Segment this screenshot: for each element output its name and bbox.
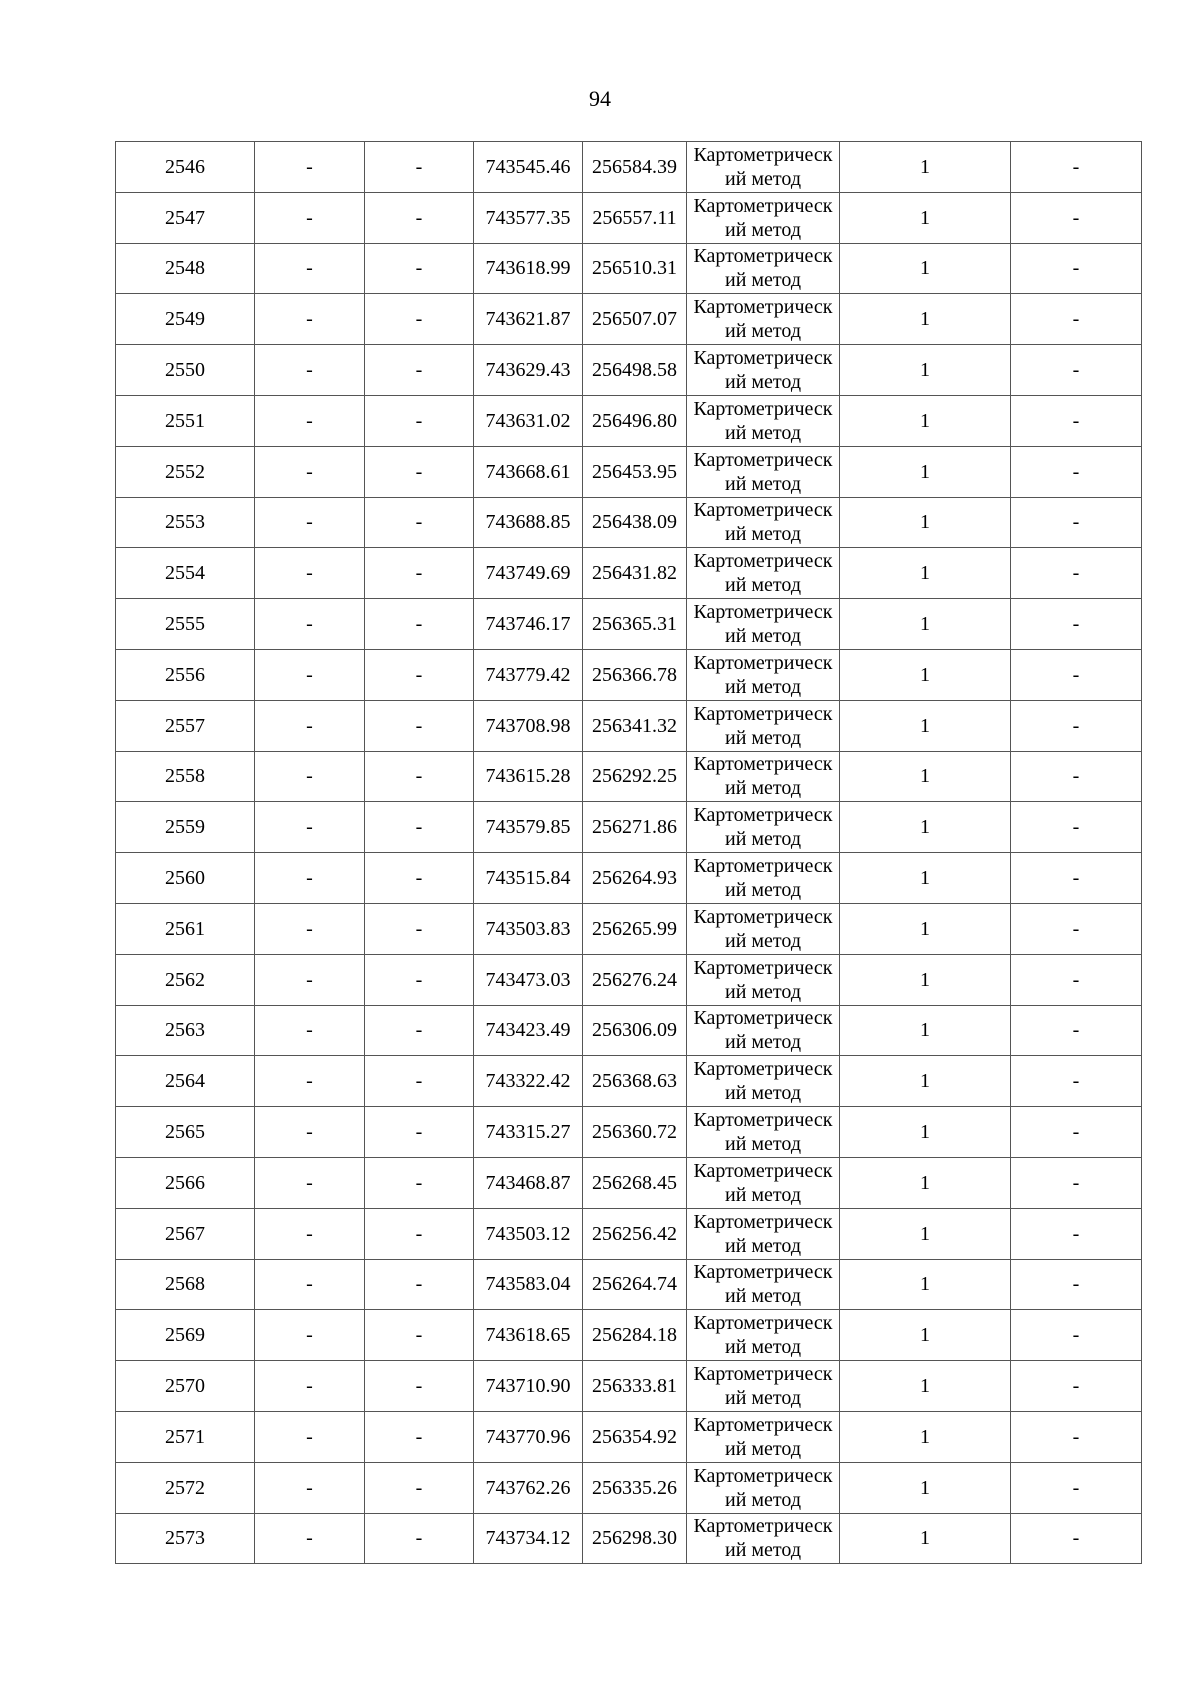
empty-value-cell: -	[255, 751, 365, 802]
x-coordinate-cell: 743618.99	[474, 243, 583, 294]
accuracy-cell: 1	[840, 497, 1011, 548]
table-row	[116, 1005, 1142, 1056]
x-coordinate-cell: 743734.12	[474, 1513, 583, 1564]
empty-value-cell: -	[1011, 294, 1142, 345]
empty-value-cell: -	[365, 700, 474, 751]
x-coordinate-cell: 743621.87	[474, 294, 583, 345]
empty-value-cell: -	[365, 1361, 474, 1412]
accuracy-cell: 1	[840, 345, 1011, 396]
empty-value-cell: -	[365, 853, 474, 904]
method-cell: Картометрический метод	[687, 700, 840, 751]
method-cell: Картометрический метод	[687, 1310, 840, 1361]
point-number-cell: 2566	[116, 1157, 255, 1208]
empty-value-cell: -	[365, 142, 474, 193]
empty-value-cell: -	[255, 1462, 365, 1513]
y-coordinate-cell: 256306.09	[583, 1005, 687, 1056]
method-cell: Картометрический метод	[687, 1107, 840, 1158]
table-row	[116, 548, 1142, 599]
y-coordinate-cell: 256292.25	[583, 751, 687, 802]
y-coordinate-cell: 256265.99	[583, 903, 687, 954]
accuracy-cell: 1	[840, 1005, 1011, 1056]
accuracy-cell: 1	[840, 192, 1011, 243]
accuracy-cell: 1	[840, 649, 1011, 700]
method-cell: Картометрический метод	[687, 1056, 840, 1107]
accuracy-cell: 1	[840, 903, 1011, 954]
point-number-cell: 2571	[116, 1411, 255, 1462]
y-coordinate-cell: 256557.11	[583, 192, 687, 243]
empty-value-cell: -	[255, 700, 365, 751]
accuracy-cell: 1	[840, 1462, 1011, 1513]
x-coordinate-cell: 743629.43	[474, 345, 583, 396]
method-cell: Картометрический метод	[687, 954, 840, 1005]
empty-value-cell: -	[365, 1107, 474, 1158]
x-coordinate-cell: 743579.85	[474, 802, 583, 853]
table-row	[116, 1411, 1142, 1462]
empty-value-cell: -	[255, 294, 365, 345]
method-cell: Картометрический метод	[687, 243, 840, 294]
y-coordinate-cell: 256264.93	[583, 853, 687, 904]
method-cell: Картометрический метод	[687, 649, 840, 700]
y-coordinate-cell: 256510.31	[583, 243, 687, 294]
table-row	[116, 649, 1142, 700]
y-coordinate-cell: 256453.95	[583, 446, 687, 497]
y-coordinate-cell: 256438.09	[583, 497, 687, 548]
empty-value-cell: -	[1011, 142, 1142, 193]
empty-value-cell: -	[1011, 192, 1142, 243]
empty-value-cell: -	[1011, 395, 1142, 446]
accuracy-cell: 1	[840, 548, 1011, 599]
method-cell: Картометрический метод	[687, 548, 840, 599]
empty-value-cell: -	[365, 903, 474, 954]
point-number-cell: 2547	[116, 192, 255, 243]
x-coordinate-cell: 743515.84	[474, 853, 583, 904]
empty-value-cell: -	[365, 497, 474, 548]
point-number-cell: 2568	[116, 1259, 255, 1310]
method-cell: Картометрический метод	[687, 345, 840, 396]
method-cell: Картометрический метод	[687, 853, 840, 904]
x-coordinate-cell: 743749.69	[474, 548, 583, 599]
accuracy-cell: 1	[840, 446, 1011, 497]
x-coordinate-cell: 743618.65	[474, 1310, 583, 1361]
accuracy-cell: 1	[840, 395, 1011, 446]
y-coordinate-cell: 256284.18	[583, 1310, 687, 1361]
table-row	[116, 700, 1142, 751]
accuracy-cell: 1	[840, 802, 1011, 853]
y-coordinate-cell: 256431.82	[583, 548, 687, 599]
point-number-cell: 2561	[116, 903, 255, 954]
x-coordinate-cell: 743503.83	[474, 903, 583, 954]
empty-value-cell: -	[255, 1361, 365, 1412]
table-row	[116, 853, 1142, 904]
empty-value-cell: -	[365, 1005, 474, 1056]
x-coordinate-cell: 743770.96	[474, 1411, 583, 1462]
table-row	[116, 497, 1142, 548]
empty-value-cell: -	[255, 1208, 365, 1259]
empty-value-cell: -	[255, 1259, 365, 1310]
point-number-cell: 2555	[116, 599, 255, 650]
x-coordinate-cell: 743708.98	[474, 700, 583, 751]
accuracy-cell: 1	[840, 294, 1011, 345]
empty-value-cell: -	[1011, 497, 1142, 548]
x-coordinate-cell: 743423.49	[474, 1005, 583, 1056]
method-cell: Картометрический метод	[687, 751, 840, 802]
y-coordinate-cell: 256365.31	[583, 599, 687, 650]
method-cell: Картометрический метод	[687, 802, 840, 853]
empty-value-cell: -	[365, 1462, 474, 1513]
empty-value-cell: -	[1011, 1411, 1142, 1462]
table-row	[116, 1056, 1142, 1107]
empty-value-cell: -	[255, 1056, 365, 1107]
accuracy-cell: 1	[840, 1361, 1011, 1412]
method-cell: Картометрический метод	[687, 294, 840, 345]
empty-value-cell: -	[255, 599, 365, 650]
x-coordinate-cell: 743577.35	[474, 192, 583, 243]
table-row	[116, 954, 1142, 1005]
empty-value-cell: -	[1011, 1361, 1142, 1412]
table-row	[116, 1462, 1142, 1513]
point-number-cell: 2560	[116, 853, 255, 904]
table-row	[116, 1157, 1142, 1208]
point-number-cell: 2563	[116, 1005, 255, 1056]
empty-value-cell: -	[255, 903, 365, 954]
point-number-cell: 2565	[116, 1107, 255, 1158]
table-row	[116, 599, 1142, 650]
empty-value-cell: -	[365, 192, 474, 243]
accuracy-cell: 1	[840, 142, 1011, 193]
y-coordinate-cell: 256360.72	[583, 1107, 687, 1158]
method-cell: Картометрический метод	[687, 903, 840, 954]
accuracy-cell: 1	[840, 954, 1011, 1005]
table-body	[116, 142, 1142, 1564]
method-cell: Картометрический метод	[687, 1005, 840, 1056]
y-coordinate-cell: 256256.42	[583, 1208, 687, 1259]
empty-value-cell: -	[365, 446, 474, 497]
empty-value-cell: -	[255, 1005, 365, 1056]
page-number: 94	[589, 86, 611, 111]
method-cell: Картометрический метод	[687, 497, 840, 548]
point-number-cell: 2567	[116, 1208, 255, 1259]
x-coordinate-cell: 743503.12	[474, 1208, 583, 1259]
method-cell: Картометрический метод	[687, 1259, 840, 1310]
y-coordinate-cell: 256264.74	[583, 1259, 687, 1310]
accuracy-cell: 1	[840, 853, 1011, 904]
y-coordinate-cell: 256368.63	[583, 1056, 687, 1107]
y-coordinate-cell: 256333.81	[583, 1361, 687, 1412]
accuracy-cell: 1	[840, 1056, 1011, 1107]
table-row	[116, 395, 1142, 446]
empty-value-cell: -	[255, 1411, 365, 1462]
table-row	[116, 294, 1142, 345]
empty-value-cell: -	[1011, 954, 1142, 1005]
empty-value-cell: -	[1011, 700, 1142, 751]
x-coordinate-cell: 743468.87	[474, 1157, 583, 1208]
empty-value-cell: -	[365, 751, 474, 802]
empty-value-cell: -	[1011, 649, 1142, 700]
point-number-cell: 2558	[116, 751, 255, 802]
x-coordinate-cell: 743322.42	[474, 1056, 583, 1107]
empty-value-cell: -	[1011, 751, 1142, 802]
empty-value-cell: -	[1011, 903, 1142, 954]
method-cell: Картометрический метод	[687, 395, 840, 446]
empty-value-cell: -	[255, 649, 365, 700]
y-coordinate-cell: 256366.78	[583, 649, 687, 700]
empty-value-cell: -	[1011, 853, 1142, 904]
x-coordinate-cell: 743779.42	[474, 649, 583, 700]
empty-value-cell: -	[255, 1310, 365, 1361]
method-cell: Картометрический метод	[687, 1208, 840, 1259]
empty-value-cell: -	[365, 802, 474, 853]
table-row	[116, 446, 1142, 497]
y-coordinate-cell: 256584.39	[583, 142, 687, 193]
accuracy-cell: 1	[840, 1157, 1011, 1208]
y-coordinate-cell: 256498.58	[583, 345, 687, 396]
x-coordinate-cell: 743746.17	[474, 599, 583, 650]
point-number-cell: 2559	[116, 802, 255, 853]
x-coordinate-cell: 743583.04	[474, 1259, 583, 1310]
accuracy-cell: 1	[840, 1208, 1011, 1259]
empty-value-cell: -	[365, 243, 474, 294]
empty-value-cell: -	[255, 548, 365, 599]
accuracy-cell: 1	[840, 751, 1011, 802]
accuracy-cell: 1	[840, 1411, 1011, 1462]
x-coordinate-cell: 743315.27	[474, 1107, 583, 1158]
empty-value-cell: -	[255, 497, 365, 548]
empty-value-cell: -	[1011, 1462, 1142, 1513]
table-row	[116, 1208, 1142, 1259]
point-number-cell: 2556	[116, 649, 255, 700]
empty-value-cell: -	[365, 395, 474, 446]
point-number-cell: 2554	[116, 548, 255, 599]
table-row	[116, 192, 1142, 243]
x-coordinate-cell: 743473.03	[474, 954, 583, 1005]
table-row	[116, 1513, 1142, 1564]
empty-value-cell: -	[365, 345, 474, 396]
empty-value-cell: -	[1011, 243, 1142, 294]
empty-value-cell: -	[365, 649, 474, 700]
point-number-cell: 2572	[116, 1462, 255, 1513]
point-number-cell: 2546	[116, 142, 255, 193]
empty-value-cell: -	[255, 853, 365, 904]
accuracy-cell: 1	[840, 243, 1011, 294]
empty-value-cell: -	[365, 954, 474, 1005]
point-number-cell: 2550	[116, 345, 255, 396]
x-coordinate-cell: 743688.85	[474, 497, 583, 548]
empty-value-cell: -	[1011, 1056, 1142, 1107]
empty-value-cell: -	[255, 446, 365, 497]
empty-value-cell: -	[1011, 1208, 1142, 1259]
accuracy-cell: 1	[840, 1107, 1011, 1158]
empty-value-cell: -	[255, 1107, 365, 1158]
method-cell: Картометрический метод	[687, 1361, 840, 1412]
x-coordinate-cell: 743631.02	[474, 395, 583, 446]
method-cell: Картометрический метод	[687, 446, 840, 497]
x-coordinate-cell: 743615.28	[474, 751, 583, 802]
method-cell: Картометрический метод	[687, 1157, 840, 1208]
coordinates-table	[115, 141, 1142, 1564]
empty-value-cell: -	[1011, 599, 1142, 650]
empty-value-cell: -	[255, 192, 365, 243]
empty-value-cell: -	[365, 599, 474, 650]
y-coordinate-cell: 256335.26	[583, 1462, 687, 1513]
x-coordinate-cell: 743545.46	[474, 142, 583, 193]
empty-value-cell: -	[365, 1056, 474, 1107]
point-number-cell: 2551	[116, 395, 255, 446]
y-coordinate-cell: 256496.80	[583, 395, 687, 446]
method-cell: Картометрический метод	[687, 142, 840, 193]
method-cell: Картометрический метод	[687, 599, 840, 650]
point-number-cell: 2552	[116, 446, 255, 497]
empty-value-cell: -	[255, 395, 365, 446]
x-coordinate-cell: 743710.90	[474, 1361, 583, 1412]
table-row	[116, 142, 1142, 193]
empty-value-cell: -	[365, 1411, 474, 1462]
table-row	[116, 802, 1142, 853]
empty-value-cell: -	[255, 243, 365, 294]
empty-value-cell: -	[255, 142, 365, 193]
empty-value-cell: -	[1011, 802, 1142, 853]
y-coordinate-cell: 256271.86	[583, 802, 687, 853]
empty-value-cell: -	[1011, 1310, 1142, 1361]
point-number-cell: 2548	[116, 243, 255, 294]
x-coordinate-cell: 743668.61	[474, 446, 583, 497]
point-number-cell: 2573	[116, 1513, 255, 1564]
y-coordinate-cell: 256507.07	[583, 294, 687, 345]
empty-value-cell: -	[1011, 1513, 1142, 1564]
accuracy-cell: 1	[840, 700, 1011, 751]
table-row	[116, 243, 1142, 294]
y-coordinate-cell: 256268.45	[583, 1157, 687, 1208]
y-coordinate-cell: 256276.24	[583, 954, 687, 1005]
empty-value-cell: -	[1011, 548, 1142, 599]
method-cell: Картометрический метод	[687, 192, 840, 243]
method-cell: Картометрический метод	[687, 1513, 840, 1564]
empty-value-cell: -	[365, 294, 474, 345]
empty-value-cell: -	[255, 1157, 365, 1208]
table-row	[116, 1310, 1142, 1361]
y-coordinate-cell: 256354.92	[583, 1411, 687, 1462]
empty-value-cell: -	[255, 345, 365, 396]
point-number-cell: 2549	[116, 294, 255, 345]
accuracy-cell: 1	[840, 1310, 1011, 1361]
point-number-cell: 2569	[116, 1310, 255, 1361]
accuracy-cell: 1	[840, 1259, 1011, 1310]
empty-value-cell: -	[365, 1157, 474, 1208]
table-row	[116, 903, 1142, 954]
empty-value-cell: -	[1011, 1107, 1142, 1158]
empty-value-cell: -	[365, 548, 474, 599]
table-row	[116, 1259, 1142, 1310]
accuracy-cell: 1	[840, 599, 1011, 650]
x-coordinate-cell: 743762.26	[474, 1462, 583, 1513]
y-coordinate-cell: 256341.32	[583, 700, 687, 751]
empty-value-cell: -	[365, 1259, 474, 1310]
point-number-cell: 2562	[116, 954, 255, 1005]
empty-value-cell: -	[365, 1208, 474, 1259]
table-row	[116, 1361, 1142, 1412]
empty-value-cell: -	[365, 1513, 474, 1564]
empty-value-cell: -	[1011, 345, 1142, 396]
empty-value-cell: -	[1011, 446, 1142, 497]
accuracy-cell: 1	[840, 1513, 1011, 1564]
empty-value-cell: -	[1011, 1157, 1142, 1208]
point-number-cell: 2553	[116, 497, 255, 548]
empty-value-cell: -	[255, 1513, 365, 1564]
method-cell: Картометрический метод	[687, 1411, 840, 1462]
table-row	[116, 1107, 1142, 1158]
empty-value-cell: -	[1011, 1259, 1142, 1310]
method-cell: Картометрический метод	[687, 1462, 840, 1513]
empty-value-cell: -	[365, 1310, 474, 1361]
empty-value-cell: -	[255, 954, 365, 1005]
empty-value-cell: -	[1011, 1005, 1142, 1056]
table-row	[116, 751, 1142, 802]
point-number-cell: 2570	[116, 1361, 255, 1412]
point-number-cell: 2557	[116, 700, 255, 751]
table-row	[116, 345, 1142, 396]
point-number-cell: 2564	[116, 1056, 255, 1107]
empty-value-cell: -	[255, 802, 365, 853]
y-coordinate-cell: 256298.30	[583, 1513, 687, 1564]
